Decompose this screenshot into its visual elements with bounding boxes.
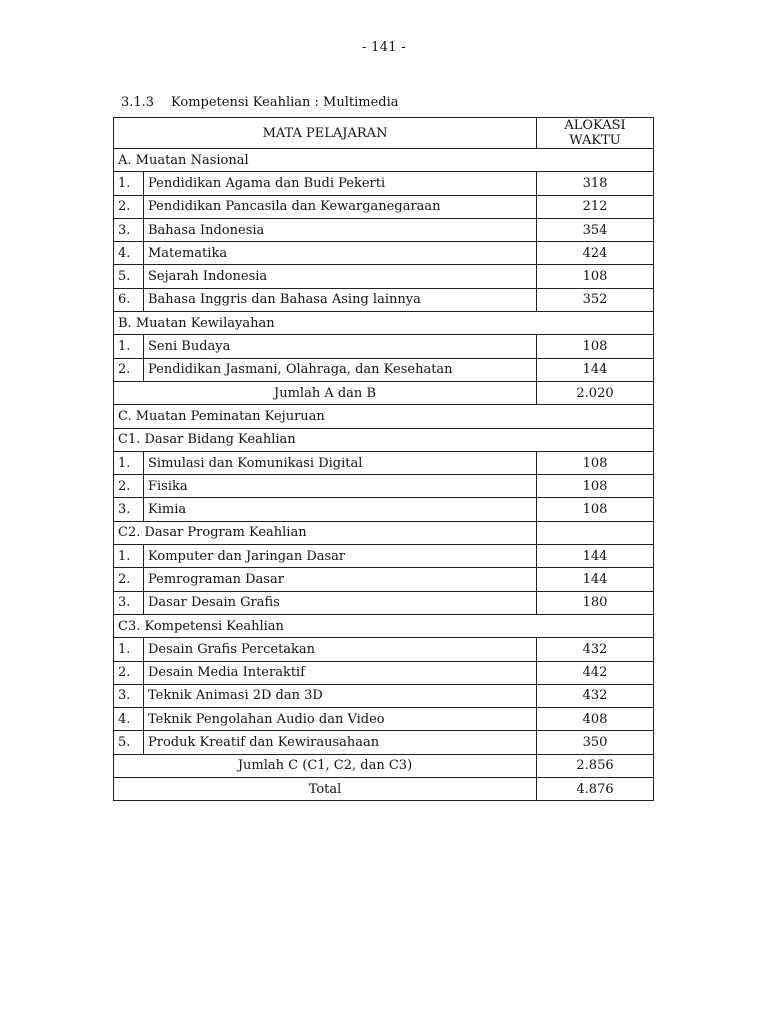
row-subject: Teknik Pengolahan Audio dan Video — [144, 708, 537, 731]
row-hours: 108 — [537, 451, 654, 474]
row-subject: Pemrograman Dasar — [144, 568, 537, 591]
total-label: Total — [114, 778, 537, 801]
row-subject: Teknik Animasi 2D dan 3D — [144, 684, 537, 707]
subtotal-row — [114, 754, 654, 777]
group-c3-title: C3. Kompetensi Keahlian — [114, 614, 654, 637]
table-row — [114, 218, 654, 241]
subtotal-ab-hours: 2.020 — [537, 381, 654, 404]
row-number: 5. — [114, 265, 144, 288]
row-number: 6. — [114, 288, 144, 311]
subgroup-row — [114, 521, 654, 544]
table-row — [114, 731, 654, 754]
row-number: 1. — [114, 638, 144, 661]
row-hours: 144 — [537, 358, 654, 381]
row-number: 4. — [114, 708, 144, 731]
row-subject: Pendidikan Pancasila dan Kewarganegaraan — [144, 195, 537, 218]
group-row — [114, 149, 654, 172]
row-hours: 408 — [537, 708, 654, 731]
subtotal-c-label: Jumlah C (C1, C2, dan C3) — [114, 754, 537, 777]
table-row — [114, 288, 654, 311]
table-header-row — [114, 118, 654, 149]
table-row — [114, 475, 654, 498]
row-number: 5. — [114, 731, 144, 754]
row-subject: Simulasi dan Komunikasi Digital — [144, 451, 537, 474]
table-row — [114, 568, 654, 591]
table-row — [114, 638, 654, 661]
row-subject: Seni Budaya — [144, 335, 537, 358]
row-hours: 318 — [537, 172, 654, 195]
row-subject: Bahasa Inggris dan Bahasa Asing lainnya — [144, 288, 537, 311]
total-hours: 4.876 — [537, 778, 654, 801]
row-number: 2. — [114, 475, 144, 498]
row-subject: Matematika — [144, 242, 537, 265]
row-number: 2. — [114, 195, 144, 218]
row-hours: 108 — [537, 265, 654, 288]
row-number: 1. — [114, 335, 144, 358]
table-row — [114, 451, 654, 474]
row-number: 1. — [114, 451, 144, 474]
row-subject: Komputer dan Jaringan Dasar — [144, 545, 537, 568]
section-heading — [121, 95, 399, 110]
row-subject: Desain Media Interaktif — [144, 661, 537, 684]
table-row — [114, 358, 654, 381]
header-time-line2: WAKTU — [569, 133, 621, 148]
row-number: 3. — [114, 218, 144, 241]
row-number: 3. — [114, 498, 144, 521]
row-subject: Bahasa Indonesia — [144, 218, 537, 241]
header-time-line1: ALOKASI — [564, 118, 626, 133]
group-row — [114, 405, 654, 428]
subgroup-row — [114, 614, 654, 637]
row-hours: 432 — [537, 638, 654, 661]
table-row — [114, 661, 654, 684]
subtotal-row — [114, 381, 654, 404]
header-subject: MATA PELAJARAN — [114, 118, 537, 149]
row-hours: 354 — [537, 218, 654, 241]
table-row — [114, 335, 654, 358]
row-number: 3. — [114, 591, 144, 614]
row-subject: Pendidikan Jasmani, Olahraga, dan Kesehatan — [144, 358, 537, 381]
group-c-title: C. Muatan Peminatan Kejuruan — [114, 405, 654, 428]
empty-cell — [537, 521, 654, 544]
table-row — [114, 172, 654, 195]
total-row — [114, 778, 654, 801]
row-hours: 180 — [537, 591, 654, 614]
row-hours: 432 — [537, 684, 654, 707]
row-hours: 424 — [537, 242, 654, 265]
row-hours: 108 — [537, 335, 654, 358]
row-number: 4. — [114, 242, 144, 265]
row-subject: Dasar Desain Grafis — [144, 591, 537, 614]
table-row — [114, 545, 654, 568]
row-number: 1. — [114, 172, 144, 195]
group-c1-title: C1. Dasar Bidang Keahlian — [114, 428, 654, 451]
row-hours: 212 — [537, 195, 654, 218]
group-a-title: A. Muatan Nasional — [114, 149, 654, 172]
table-row — [114, 591, 654, 614]
row-number: 2. — [114, 358, 144, 381]
row-number: 3. — [114, 684, 144, 707]
table-row — [114, 195, 654, 218]
header-time — [537, 118, 654, 149]
row-subject: Sejarah Indonesia — [144, 265, 537, 288]
table-row — [114, 498, 654, 521]
group-c2-title: C2. Dasar Program Keahlian — [114, 521, 537, 544]
curriculum-table — [113, 117, 654, 801]
row-hours: 144 — [537, 568, 654, 591]
row-subject: Kimia — [144, 498, 537, 521]
table-row — [114, 708, 654, 731]
subgroup-row — [114, 428, 654, 451]
row-number: 1. — [114, 545, 144, 568]
row-hours: 108 — [537, 498, 654, 521]
row-subject: Produk Kreatif dan Kewirausahaan — [144, 731, 537, 754]
section-title: Kompetensi Keahlian : Multimedia — [171, 95, 399, 110]
row-subject: Fisika — [144, 475, 537, 498]
group-b-title: B. Muatan Kewilayahan — [114, 312, 654, 335]
row-number: 2. — [114, 568, 144, 591]
row-subject: Desain Grafis Percetakan — [144, 638, 537, 661]
row-hours: 350 — [537, 731, 654, 754]
page-number: - 141 - — [362, 40, 406, 55]
subtotal-c-hours: 2.856 — [537, 754, 654, 777]
row-hours: 108 — [537, 475, 654, 498]
group-row — [114, 312, 654, 335]
row-hours: 144 — [537, 545, 654, 568]
row-hours: 352 — [537, 288, 654, 311]
table-row — [114, 242, 654, 265]
row-subject: Pendidikan Agama dan Budi Pekerti — [144, 172, 537, 195]
section-number: 3.1.3 — [121, 95, 155, 110]
row-number: 2. — [114, 661, 144, 684]
row-hours: 442 — [537, 661, 654, 684]
table-row — [114, 684, 654, 707]
table-row — [114, 265, 654, 288]
subtotal-ab-label: Jumlah A dan B — [114, 381, 537, 404]
